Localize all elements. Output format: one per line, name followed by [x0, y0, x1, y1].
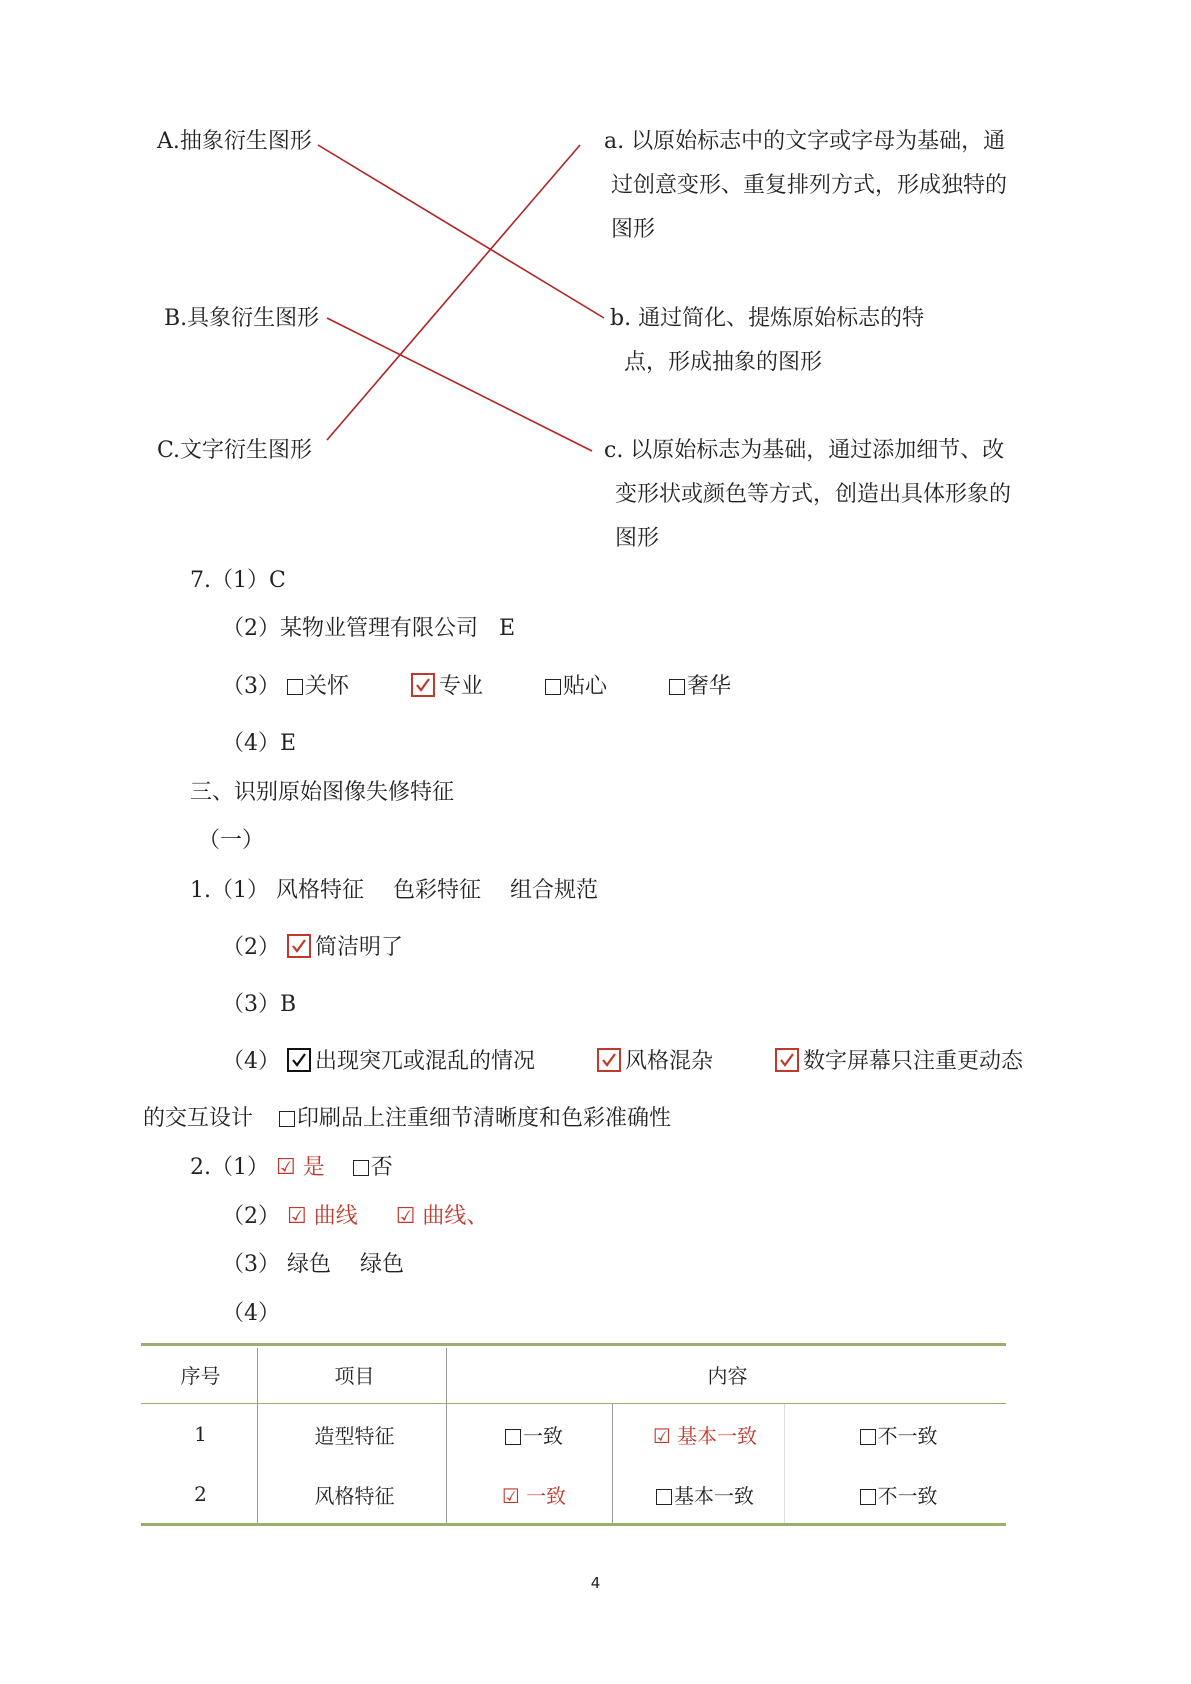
q1-part4-item-3: 数字屏幕只注重更动态 [803, 1049, 1024, 1074]
q1-part4-continued [143, 1105, 671, 1133]
q2-part3 [222, 1251, 404, 1279]
q7-opt-3: 贴心 [563, 674, 608, 699]
checkbox-empty-icon [860, 1429, 876, 1445]
q1-part2 [222, 934, 403, 962]
q7-part2-label: （2）某物业管理有限公司 [222, 616, 478, 641]
q7-part3-label: （3） [222, 674, 280, 699]
matching-lines [0, 0, 1191, 600]
row2-c2-text: 基本一致 [674, 1483, 754, 1508]
right-item-c-line1: c. 以原始标志为基础，通过添加细节、改 [604, 438, 1005, 463]
row1-c1 [450, 1404, 618, 1464]
header-item: 项目 [334, 1363, 375, 1388]
q2-part2-a: ☑ 曲线 [287, 1204, 358, 1229]
q1-part1 [190, 877, 598, 905]
checkbox-empty-icon [287, 679, 303, 695]
checkbox-empty-icon [860, 1489, 876, 1505]
line-a-to-b [318, 145, 604, 318]
q7-part1: 7.（1）C [190, 568, 286, 593]
table-header-row [142, 1344, 1005, 1404]
right-item-c-line2: 变形状或颜色等方式，创造出具体形象的 [615, 482, 1012, 507]
checkbox-empty-icon [669, 679, 685, 695]
q7-part3 [222, 673, 731, 701]
q2-part3-b: 绿色 [360, 1252, 405, 1277]
q2-part3-label: （3） [222, 1252, 280, 1277]
checkbox-empty-icon [279, 1111, 295, 1127]
q7-opt-1: 关怀 [305, 674, 350, 699]
page-number: 4 [590, 1574, 601, 1592]
section-title: 三、识别原始图像失修特征 [190, 780, 455, 805]
row2-c1: ☑ 一致 [501, 1483, 567, 1508]
q1-part3: （3）B [222, 992, 297, 1017]
q1-item-3: 组合规范 [510, 878, 599, 903]
checkbox-empty-icon [656, 1489, 672, 1505]
row1-item: 造型特征 [314, 1423, 395, 1448]
q1-part1-label: 1.（1） [190, 878, 269, 903]
checkbox-checked-icon [287, 934, 311, 958]
q1-part4-last: 印刷品上注重细节清晰度和色彩准确性 [297, 1106, 672, 1131]
row1-no: 1 [194, 1422, 207, 1446]
row1-c2: ☑ 基本一致 [652, 1423, 758, 1448]
row2-c2 [618, 1464, 792, 1524]
q2-part2 [222, 1203, 488, 1231]
checkbox-checked-icon [597, 1048, 621, 1072]
q1-part4-label: （4） [222, 1049, 280, 1074]
line-b-to-c [327, 318, 592, 451]
q7-part2-answer: E [499, 616, 516, 641]
q2-part2-b: ☑ 曲线、 [395, 1204, 489, 1229]
q2-part1-yes: ☑ 是 [276, 1155, 325, 1180]
row2-no: 2 [194, 1482, 207, 1506]
checkbox-empty-icon [353, 1160, 369, 1176]
right-item-b-line1: b. 通过简化、提炼原始标志的特 [610, 306, 925, 331]
header-no: 序号 [180, 1363, 221, 1388]
checkbox-empty-icon [505, 1429, 521, 1445]
row1-c1-text: 一致 [523, 1423, 563, 1448]
q7-part4: （4）E [222, 731, 297, 756]
q2-part3-a: 绿色 [287, 1252, 332, 1277]
q7-opt-4: 奢华 [687, 674, 732, 699]
table-row [142, 1404, 1005, 1464]
right-item-a-line3: 图形 [611, 217, 656, 242]
q1-part4-item-1: 出现突兀或混乱的情况 [315, 1049, 536, 1074]
q7-part2 [222, 615, 515, 643]
row2-c3 [792, 1464, 1005, 1524]
right-item-c-line3: 图形 [615, 526, 660, 551]
q2-part1-no: 否 [370, 1155, 393, 1180]
left-item-c: C.文字衍生图形 [157, 438, 313, 463]
q1-item-2: 色彩特征 [393, 878, 482, 903]
q1-part2-item: 简洁明了 [315, 935, 404, 960]
row1-c3 [792, 1404, 1005, 1464]
row2-item: 风格特征 [314, 1483, 395, 1508]
q2-part1-label: 2.（1） [190, 1155, 269, 1180]
right-item-b-line2: 点，形成抽象的图形 [624, 350, 823, 375]
q1-part4-item-2: 风格混杂 [625, 1049, 714, 1074]
q2-part2-label: （2） [222, 1204, 280, 1229]
checkbox-checked-icon [411, 673, 435, 697]
row2-c3-text: 不一致 [877, 1483, 938, 1508]
q2-part4: （4） [222, 1301, 280, 1326]
section-subtitle: （一） [198, 828, 265, 853]
q1-item-1: 风格特征 [276, 878, 365, 903]
q1-part4-cont: 的交互设计 [143, 1106, 254, 1131]
right-item-a-line1: a. 以原始标志中的文字或字母为基础，通 [604, 129, 1006, 154]
q7-opt-2: 专业 [439, 674, 484, 699]
left-item-a: A.抽象衍生图形 [157, 129, 312, 154]
checkbox-checked-icon [287, 1048, 311, 1072]
feature-table [142, 1344, 1005, 1524]
q1-part4 [222, 1048, 1023, 1076]
q1-part2-label: （2） [222, 935, 280, 960]
right-item-a-line2: 过创意变形、重复排列方式，形成独特的 [611, 173, 1008, 198]
row1-c3-text: 不一致 [877, 1423, 938, 1448]
left-item-b: B.具象衍生图形 [164, 306, 320, 331]
line-c-to-a [327, 145, 580, 440]
table-row [142, 1464, 1005, 1524]
header-content: 内容 [707, 1363, 748, 1388]
checkbox-checked-icon [775, 1048, 799, 1072]
q2-part1 [190, 1154, 393, 1182]
checkbox-empty-icon [545, 679, 561, 695]
